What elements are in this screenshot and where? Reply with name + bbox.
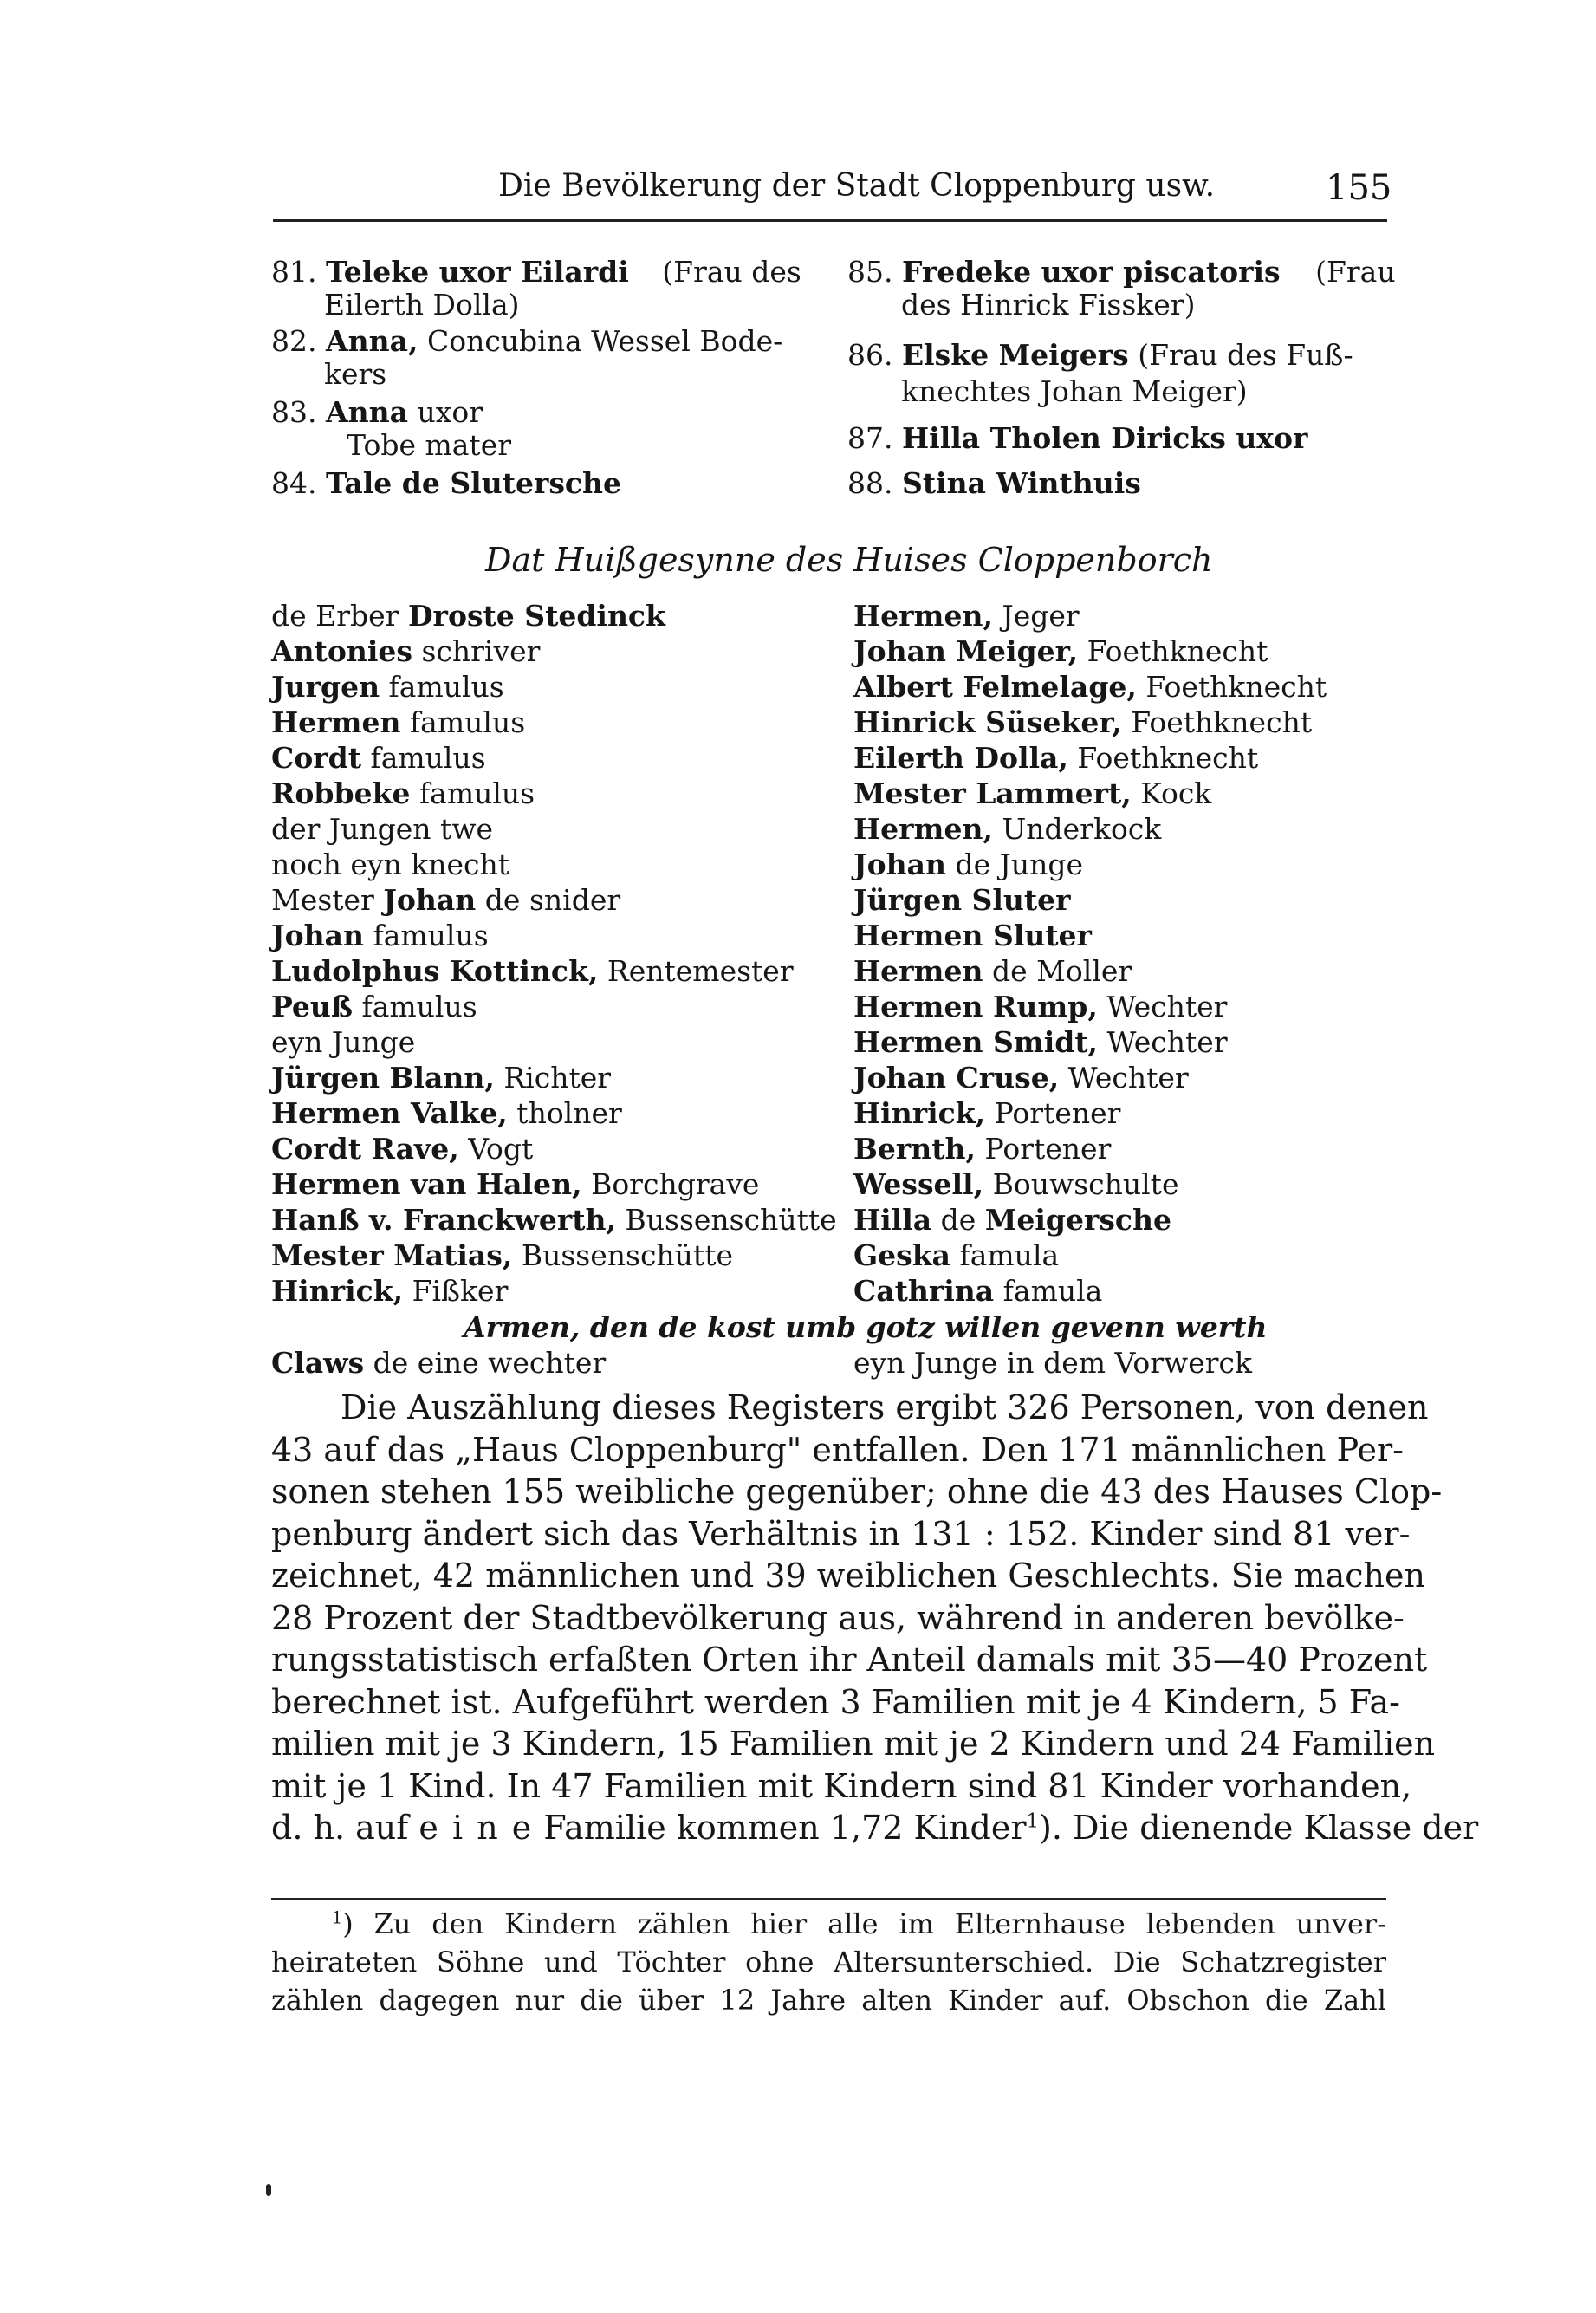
entry-note: (Frau des bbox=[662, 255, 801, 289]
member-name: Johan Meiger, bbox=[853, 634, 1079, 668]
household-member bbox=[271, 918, 826, 953]
member-role: famulus bbox=[400, 705, 526, 739]
member-role: famulus bbox=[353, 990, 477, 1023]
entry-86-cont: knechtes Johan Meiger) bbox=[901, 374, 1248, 408]
household-member bbox=[853, 598, 1408, 633]
entry-name: Elske Meigers bbox=[901, 338, 1129, 372]
body-line: mit je 1 Kind. In 47 Familien mit Kindern sind 81 Kinder vorhanden, bbox=[271, 1766, 1412, 1805]
member-role: famulus bbox=[360, 741, 486, 775]
running-header: Die Bevölkerung der Stadt Cloppenburg usw. bbox=[498, 168, 1216, 204]
entry-number: 87. bbox=[847, 421, 893, 455]
footnote-line bbox=[271, 1905, 1386, 1943]
member-role: Borchgrave bbox=[581, 1167, 760, 1201]
household-member bbox=[853, 1131, 1408, 1166]
entry-note: Concubina Wessel Bode- bbox=[426, 324, 783, 358]
member-name: Hanß v. Franckwerth, bbox=[271, 1203, 617, 1237]
text-fragment: Familie kommen 1,72 Kinder bbox=[533, 1809, 1027, 1847]
member-name: Johan bbox=[853, 848, 946, 881]
member-name: Hermen, bbox=[853, 812, 993, 846]
member-prefix: der Jungen twe bbox=[271, 812, 494, 846]
household-member bbox=[271, 1166, 826, 1202]
member-name: Wessell, bbox=[853, 1167, 984, 1201]
household-member bbox=[853, 1273, 1408, 1309]
entry-88 bbox=[847, 463, 1141, 504]
member-name: Albert Felmelage, bbox=[853, 670, 1137, 704]
member-role: de Moller bbox=[983, 954, 1132, 988]
member-role: Foethknecht bbox=[1121, 705, 1313, 739]
member-role: Rentemester bbox=[598, 954, 794, 988]
household-member bbox=[271, 740, 826, 776]
household-member bbox=[271, 1202, 837, 1238]
member-role: Fißker bbox=[403, 1274, 509, 1308]
household-list-left bbox=[271, 598, 837, 1309]
member-name: Ludolphus Kottinck, bbox=[271, 954, 599, 988]
household-list-right bbox=[853, 598, 1408, 1309]
member-role: Foethknecht bbox=[1067, 741, 1259, 775]
member-role: Wechter bbox=[1097, 990, 1228, 1023]
household-member bbox=[853, 1238, 1408, 1273]
household-member bbox=[271, 705, 826, 740]
household-member bbox=[853, 811, 1408, 847]
member-name: Hermen Smidt, bbox=[853, 1025, 1099, 1059]
household-member bbox=[853, 1095, 1408, 1131]
footnote-line: zählen dagegen nur die über 12 Jahre alten Kinder auf. Obschon die Zahl bbox=[271, 1984, 1386, 2017]
member-role: Jeger bbox=[992, 599, 1080, 633]
member-name: Johan bbox=[383, 883, 477, 917]
entry-name: Teleke uxor Eilardi bbox=[325, 255, 629, 289]
member-prefix: de Erber bbox=[271, 599, 408, 633]
member-name: Cathrina bbox=[853, 1274, 995, 1308]
household-member bbox=[853, 669, 1408, 705]
entry-85-cont: des Hinrick Fissker) bbox=[901, 288, 1196, 322]
entry-name: Stina Winthuis bbox=[901, 466, 1141, 500]
household-member bbox=[853, 918, 1408, 953]
spaced-emphasis: e i n e bbox=[418, 1809, 534, 1847]
household-member bbox=[271, 989, 826, 1024]
member-role: de snider bbox=[476, 883, 621, 917]
member-name: Droste Stedinck bbox=[407, 599, 665, 633]
poor-entry-right: eyn Junge in dem Vorwerck bbox=[853, 1346, 1253, 1380]
member-role: Wechter bbox=[1059, 1061, 1189, 1095]
member-name: Johan Cruse, bbox=[853, 1061, 1060, 1095]
member-role: Bussenschütte bbox=[616, 1203, 837, 1237]
member-role: famula bbox=[994, 1274, 1103, 1308]
member-role: de bbox=[931, 1203, 985, 1237]
member-role: de Junge bbox=[946, 848, 1084, 881]
member-name: Bernth, bbox=[853, 1132, 976, 1166]
text-fragment: ) Zu den Kindern zählen hier alle im Elternhause lebenden unver- bbox=[342, 1907, 1386, 1940]
text-fragment: d. h. auf bbox=[271, 1809, 419, 1847]
footnote-ref: 1 bbox=[1026, 1809, 1040, 1833]
household-member bbox=[271, 1273, 826, 1309]
body-line: sonen stehen 155 weibliche gegenüber; ohne die 43 des Hauses Clop- bbox=[271, 1472, 1443, 1511]
entry-number: 85. bbox=[847, 255, 893, 289]
member-name: Jurgen bbox=[271, 670, 380, 704]
household-member bbox=[271, 633, 826, 669]
household-member bbox=[853, 1060, 1408, 1095]
body-line: 28 Prozent der Stadtbevölkerung aus, während in anderen bevölke- bbox=[271, 1598, 1405, 1637]
entry-note: (Frau bbox=[1315, 255, 1396, 289]
entry-number: 82. bbox=[271, 324, 317, 358]
member-name: Mester Lammert, bbox=[853, 776, 1132, 810]
member-name: Hermen Valke, bbox=[271, 1096, 508, 1130]
section-heading: Dat Huißgesynne des Huises Cloppenborch bbox=[485, 541, 1213, 579]
entry-number: 81. bbox=[271, 255, 317, 289]
body-line: 43 auf das „Haus Cloppenburg" entfallen. Den 171 männlichen Per- bbox=[271, 1430, 1404, 1469]
member-prefix: eyn Junge bbox=[271, 1025, 416, 1059]
member-name: Hinrick Süseker, bbox=[853, 705, 1122, 739]
entry-84 bbox=[271, 463, 621, 504]
member-name: Geska bbox=[853, 1238, 951, 1272]
household-member bbox=[853, 633, 1408, 669]
footnote-marker: 1 bbox=[332, 1907, 343, 1928]
footnote-line: heirateten Söhne und Töchter ohne Altersunterschied. Die Schatzregister bbox=[271, 1946, 1386, 1978]
household-member bbox=[853, 1024, 1408, 1060]
body-line: rungsstatistisch erfaßten Orten ihr Anteil damals mit 35—40 Prozent bbox=[271, 1641, 1428, 1679]
household-member bbox=[271, 1024, 826, 1060]
member-role: famula bbox=[950, 1238, 1060, 1272]
entry-name: Hilla Tholen Diricks uxor bbox=[901, 421, 1308, 455]
body-line-last bbox=[271, 1807, 1479, 1849]
member-name: Hinrick, bbox=[271, 1274, 404, 1308]
household-member bbox=[271, 1131, 826, 1166]
household-member bbox=[271, 811, 826, 847]
member-name: Hinrick, bbox=[853, 1096, 986, 1130]
household-member bbox=[271, 776, 826, 811]
household-member bbox=[853, 705, 1408, 740]
member-name: Hermen van Halen, bbox=[271, 1167, 582, 1201]
text-fragment: ). Die dienende Klasse der bbox=[1039, 1809, 1479, 1847]
household-member bbox=[853, 740, 1408, 776]
member-name: Hermen bbox=[271, 705, 401, 739]
entry-note: uxor bbox=[417, 395, 483, 429]
member-role: famulus bbox=[380, 670, 504, 704]
poor-entry-left bbox=[271, 1346, 606, 1380]
body-line: zeichnet, 42 männlichen und 39 weiblichen Geschlechts. Sie machen bbox=[271, 1556, 1425, 1595]
footnote-rule bbox=[271, 1898, 1386, 1900]
entry-number: 83. bbox=[271, 395, 317, 429]
entry-number: 84. bbox=[271, 466, 317, 500]
household-member bbox=[853, 989, 1408, 1024]
member-role: Kock bbox=[1131, 776, 1212, 810]
household-member bbox=[853, 882, 1408, 918]
member-name: Cordt Rave, bbox=[271, 1132, 459, 1166]
entry-83-cont: Tobe mater bbox=[347, 428, 511, 462]
member-name: Jürgen Sluter bbox=[853, 883, 1071, 917]
footnote bbox=[271, 1905, 1386, 2019]
member-role: famulus bbox=[410, 776, 535, 810]
household-member bbox=[271, 669, 826, 705]
body-line: Die Auszählung dieses Registers ergibt 326 Personen, von denen bbox=[341, 1388, 1429, 1426]
member-name: Peuß bbox=[271, 990, 353, 1023]
entry-86 bbox=[847, 335, 1353, 376]
entry-name: Anna, bbox=[325, 324, 418, 358]
household-member bbox=[853, 953, 1408, 989]
entry-name: Tale de Slutersche bbox=[325, 466, 621, 500]
member-role: Bouwschulte bbox=[983, 1167, 1179, 1201]
household-member bbox=[271, 1238, 826, 1273]
member-role: Underkock bbox=[992, 812, 1162, 846]
member-role: Foethknecht bbox=[1078, 634, 1268, 668]
member-name: Hermen Rump, bbox=[853, 990, 1098, 1023]
member-name: Cordt bbox=[271, 741, 361, 775]
member-role: Portener bbox=[976, 1132, 1112, 1166]
member-prefix: noch eyn knecht bbox=[271, 848, 510, 881]
member-role: tholner bbox=[507, 1096, 622, 1130]
header-rule bbox=[273, 219, 1387, 222]
household-member bbox=[271, 598, 826, 633]
member-name: Johan bbox=[271, 919, 364, 952]
member-role: famulus bbox=[364, 919, 489, 952]
body-line: berechnet ist. Aufgeführt werden 3 Familien mit je 4 Kindern, 5 Fa- bbox=[271, 1682, 1401, 1721]
household-member bbox=[853, 847, 1408, 882]
body-paragraph bbox=[271, 1387, 1479, 1849]
member-role: Foethknecht bbox=[1136, 670, 1327, 704]
member-name: Antonies bbox=[271, 634, 412, 668]
household-member bbox=[853, 776, 1408, 811]
household-member bbox=[853, 1166, 1408, 1202]
member-name: Hermen Sluter bbox=[853, 919, 1092, 952]
household-member bbox=[271, 953, 826, 989]
member-role: Wechter bbox=[1098, 1025, 1228, 1059]
household-member bbox=[271, 882, 826, 918]
household-member bbox=[271, 1060, 826, 1095]
member-role: Vogt bbox=[458, 1132, 534, 1166]
household-member bbox=[853, 1202, 1408, 1238]
entry-name: Fredeke uxor piscatoris bbox=[901, 255, 1281, 289]
member-role: Portener bbox=[985, 1096, 1121, 1130]
entry-81-cont: Eilerth Dolla) bbox=[324, 288, 520, 322]
member-role: schriver bbox=[412, 634, 541, 668]
household-member bbox=[271, 1095, 826, 1131]
page-number: 155 bbox=[1326, 168, 1392, 208]
member-name: Meigersche bbox=[984, 1203, 1171, 1237]
member-name: Robbeke bbox=[271, 776, 411, 810]
member-name: Hermen, bbox=[853, 599, 993, 633]
member-name: Hilla bbox=[853, 1203, 932, 1237]
body-line: milien mit je 3 Kindern, 15 Familien mit je 2 Kindern und 24 Familien bbox=[271, 1725, 1436, 1763]
member-role: Bussenschütte bbox=[512, 1238, 733, 1272]
poor-entry-role: de eine wechter bbox=[364, 1346, 607, 1380]
member-name: Mester Matias, bbox=[271, 1238, 513, 1272]
member-role: Richter bbox=[494, 1061, 612, 1095]
member-name: Hermen bbox=[853, 954, 983, 988]
body-line: penburg ändert sich das Verhältnis in 131 : 152. Kinder sind 81 ver- bbox=[271, 1514, 1411, 1553]
entry-82-cont: kers bbox=[324, 357, 387, 391]
entry-name: Anna bbox=[325, 395, 408, 429]
ink-mark bbox=[266, 2184, 271, 2196]
poor-heading: Armen, den de kost umb gotz willen gevenn werth bbox=[464, 1310, 1268, 1344]
member-prefix: Mester bbox=[271, 883, 384, 917]
entry-note: (Frau des Fuß- bbox=[1138, 338, 1353, 372]
entry-number: 88. bbox=[847, 466, 893, 500]
poor-entry-name: Claws bbox=[271, 1346, 365, 1380]
entry-87 bbox=[847, 418, 1307, 459]
member-name: Eilerth Dolla, bbox=[853, 741, 1068, 775]
household-member bbox=[271, 847, 826, 882]
entry-number: 86. bbox=[847, 338, 893, 372]
member-name: Jürgen Blann, bbox=[271, 1061, 495, 1095]
